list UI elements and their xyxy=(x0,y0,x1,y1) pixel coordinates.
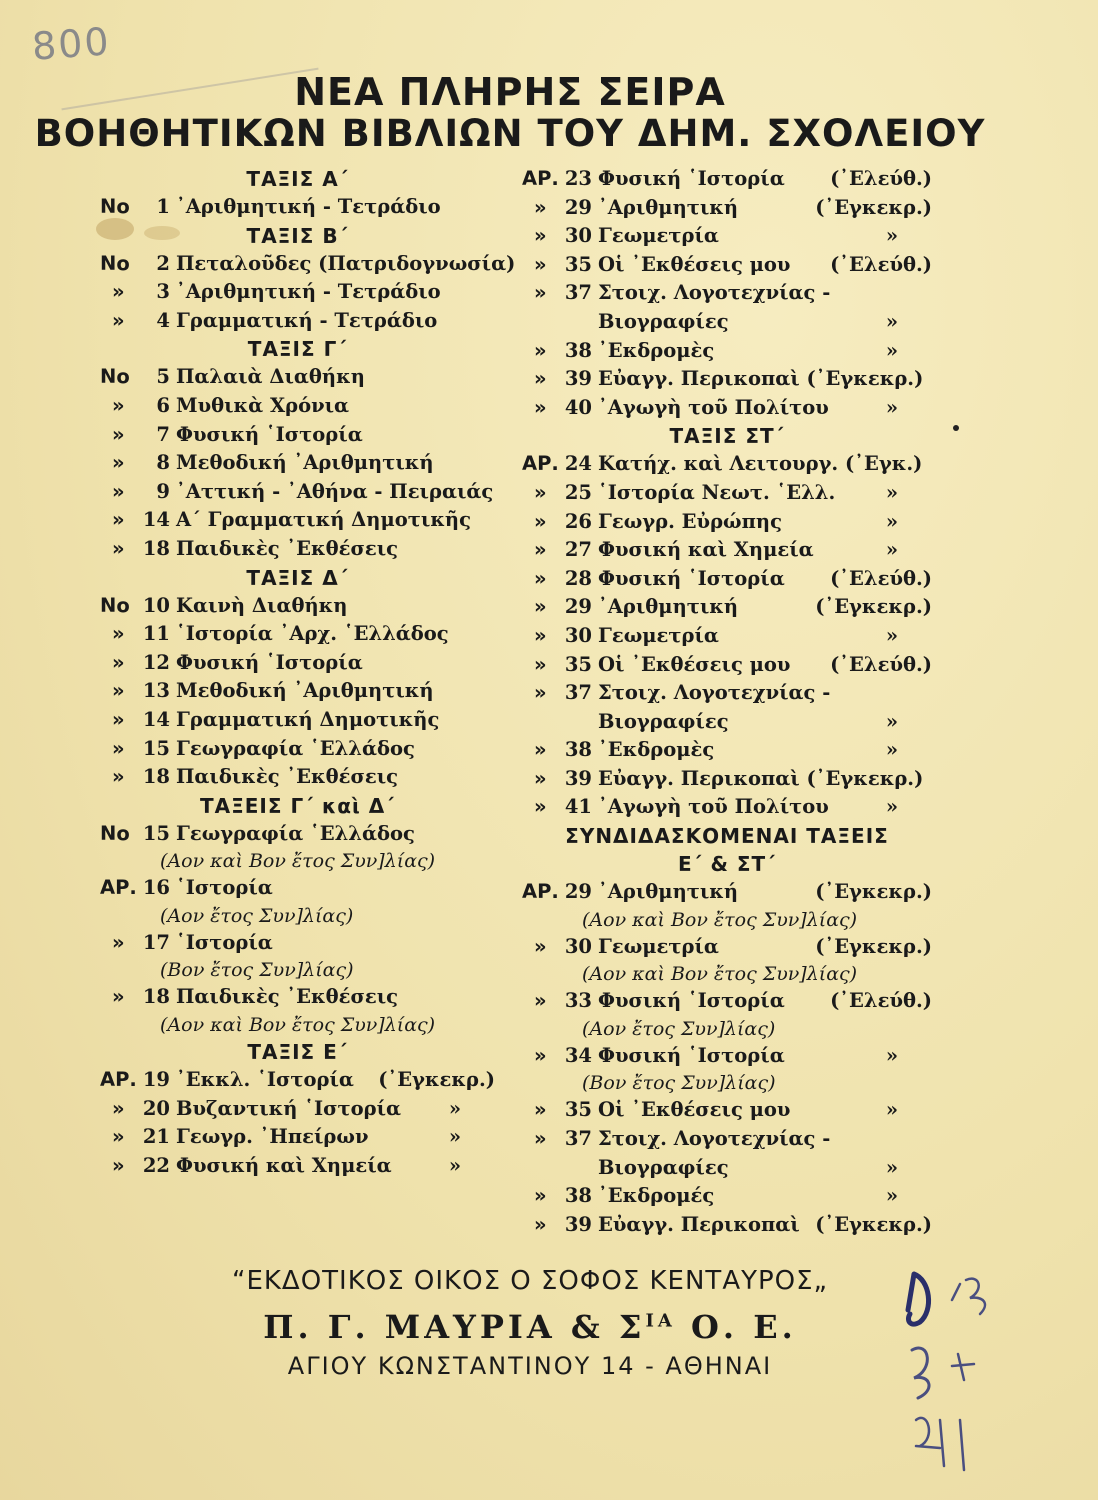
item-number: 10 xyxy=(142,593,170,617)
item-number: 5 xyxy=(156,365,170,389)
year-note xyxy=(100,903,495,929)
item-number: 29 xyxy=(564,595,592,619)
list-item xyxy=(100,392,495,421)
item-number: 14 xyxy=(142,707,170,731)
ink-dot xyxy=(953,425,959,431)
item-number: 23 xyxy=(564,167,592,190)
item-prefix: » xyxy=(534,224,547,248)
list-item xyxy=(100,193,495,222)
item-prefix: » xyxy=(534,623,547,647)
item-number: 38 xyxy=(564,1184,592,1208)
item-number: 14 xyxy=(142,508,170,532)
year-note xyxy=(100,957,495,983)
list-item xyxy=(100,535,495,564)
list-item xyxy=(100,592,495,621)
list-item xyxy=(100,706,495,735)
item-title: Α΄ Γραμματική Δημοτικῆς xyxy=(176,508,471,532)
item-title: Γραμματική Δημοτικῆς xyxy=(176,707,440,731)
item-number: 16 xyxy=(142,876,170,900)
item-title: Βιογραφίες xyxy=(598,709,729,733)
item-prefix: » xyxy=(534,252,547,276)
item-prefix: » xyxy=(112,736,125,760)
item-title: Οἱ ᾿Εκθέσεις μου xyxy=(598,1098,791,1122)
list-item xyxy=(100,278,495,307)
item-title: Γεωμετρία xyxy=(598,623,719,647)
list-item-continuation xyxy=(522,308,932,337)
item-title: Οἱ ᾿Εκθέσεις μου xyxy=(598,252,791,276)
page-title-line2: ΒΟΗΘΗΤΙΚΩΝ ΒΙΒΛΙΩΝ ΤΟΥ ΔΗΜ. ΣΧΟΛΕΙΟΥ xyxy=(34,112,986,155)
item-title: Παιδικὲς ᾿Εκθέσεις xyxy=(176,765,399,789)
item-prefix: » xyxy=(534,1127,547,1151)
list-item xyxy=(522,1125,932,1154)
item-prefix: » xyxy=(534,395,547,419)
item-prefix: » xyxy=(534,1043,547,1067)
publisher-name: “ΕΚΔΟΤΙΚΟΣ ΟΙΚΟΣ Ο ΣΟΦΟΣ ΚΕΝΤΑΥΡΟΣ„ xyxy=(231,1266,829,1296)
item-prefix: » xyxy=(112,1153,125,1177)
item-title: Μυθικὰ Χρόνια xyxy=(176,393,350,417)
item-title: ᾿Αγωγὴ τοῦ Πολίτου xyxy=(598,795,829,819)
approval-note: (᾿Ελεύθ.) xyxy=(830,167,932,190)
item-title: Γραμματική - Τετράδιο xyxy=(176,308,438,332)
ditto-mark: » xyxy=(885,738,898,762)
list-item xyxy=(522,337,932,366)
list-item xyxy=(100,735,495,764)
year-note xyxy=(522,907,932,933)
item-title: Γεωγραφία ῾Ελλάδος xyxy=(176,736,415,760)
approval-note: (᾿Ελεύθ.) xyxy=(830,566,932,590)
item-title: Κατήχ. καὶ Λειτουργ. (᾿Εγκ.) xyxy=(598,452,923,476)
firm-name-sup: ΙΑ xyxy=(645,1310,676,1332)
list-item xyxy=(522,1182,932,1211)
list-item xyxy=(522,679,932,708)
item-prefix: » xyxy=(534,681,547,705)
handwritten-stroke xyxy=(960,1420,964,1470)
list-item xyxy=(522,450,932,479)
item-number: 6 xyxy=(156,393,170,417)
item-prefix: » xyxy=(112,393,125,417)
section-header: ΤΑΞΙΣ Β΄ xyxy=(246,223,349,248)
list-item-continuation xyxy=(522,708,932,737)
item-prefix: Νο xyxy=(100,593,130,617)
list-item xyxy=(100,449,495,478)
ditto-mark: » xyxy=(885,1098,898,1122)
item-prefix: » xyxy=(534,1212,547,1236)
approval-note: (᾿Ελεύθ.) xyxy=(830,989,932,1013)
item-number: 8 xyxy=(156,451,170,475)
list-item xyxy=(100,620,495,649)
item-title: Βιογραφίες xyxy=(598,309,729,333)
handwritten-stroke xyxy=(908,1274,929,1324)
item-prefix: » xyxy=(112,650,125,674)
section-header: ΤΑΞΙΣ Γ΄ xyxy=(247,337,348,362)
item-number: 15 xyxy=(142,821,170,845)
section-header: ΤΑΞΙΣ Ε΄ xyxy=(247,1040,348,1065)
item-prefix: » xyxy=(112,479,125,503)
list-item xyxy=(100,506,495,535)
item-title: ᾿Αριθμητική - Τετράδιο xyxy=(176,195,441,218)
list-item xyxy=(100,677,495,706)
firm-name-text: Π. Γ. ΜΑΥΡΙΑ & Σ xyxy=(263,1308,646,1346)
item-number: 39 xyxy=(564,367,592,391)
item-prefix: Νο xyxy=(100,195,130,218)
item-title: ᾿Εκδρομές xyxy=(598,1184,715,1208)
item-prefix: » xyxy=(112,1125,125,1149)
item-prefix: » xyxy=(534,1184,547,1208)
list-item xyxy=(522,508,932,537)
list-item xyxy=(100,820,495,849)
item-title: Φυσική ῾Ιστορία xyxy=(598,566,785,590)
approval-note: (᾿Ελεύθ.) xyxy=(830,652,932,676)
list-item xyxy=(522,765,932,794)
item-prefix: ΑΡ. xyxy=(100,1068,137,1092)
ditto-mark: » xyxy=(885,309,898,333)
ditto-mark: » xyxy=(885,395,898,419)
item-number: 38 xyxy=(564,338,592,362)
item-title: ῾Ιστορία Νεωτ. ῾Ελλ. xyxy=(598,480,836,504)
item-title: Φυσική ῾Ιστορία xyxy=(598,989,785,1013)
item-number: 19 xyxy=(142,1068,170,1092)
item-prefix: » xyxy=(112,622,125,646)
item-prefix: » xyxy=(534,766,547,790)
list-item xyxy=(100,1095,495,1124)
item-number: 22 xyxy=(142,1153,170,1177)
list-item xyxy=(522,479,932,508)
list-item xyxy=(522,194,932,223)
item-title: Γεωμετρία xyxy=(598,934,719,958)
ditto-mark: » xyxy=(885,224,898,248)
item-number: 38 xyxy=(564,738,592,762)
item-prefix: ΑΡ. xyxy=(100,876,137,900)
item-number: 37 xyxy=(564,281,592,305)
item-number: 30 xyxy=(564,623,592,647)
ditto-mark: » xyxy=(885,1155,898,1179)
item-number: 40 xyxy=(564,395,592,419)
ditto-mark: » xyxy=(885,795,898,819)
item-number: 3 xyxy=(156,280,170,304)
list-item xyxy=(522,565,932,594)
item-title: Στοιχ. Λογοτεχνίας - xyxy=(598,281,831,305)
item-title: ᾿Αριθμητική xyxy=(598,195,739,219)
item-number: 39 xyxy=(564,1212,592,1236)
item-prefix: » xyxy=(112,451,125,475)
item-number: 18 xyxy=(142,985,170,1009)
item-prefix: ΑΡ. xyxy=(522,167,559,190)
ditto-mark: » xyxy=(885,1184,898,1208)
item-prefix: » xyxy=(534,795,547,819)
item-number: 30 xyxy=(564,224,592,248)
item-title: Γεωγρ. Εὐρώπης xyxy=(598,509,782,533)
item-prefix: » xyxy=(112,930,125,954)
year-note-text: (Βον ἔτος Συν]λίας) xyxy=(160,959,354,982)
section-header: Ε΄ & ΣΤ΄ xyxy=(678,852,776,877)
item-number: 18 xyxy=(142,765,170,789)
list-item xyxy=(522,394,932,423)
item-title: Βυζαντική ῾Ιστορία xyxy=(176,1096,402,1120)
section-header: ΤΑΞΕΙΣ Γ΄ καὶ Δ΄ xyxy=(199,793,396,818)
handwritten-stroke xyxy=(912,1348,929,1398)
list-item xyxy=(522,622,932,651)
item-title: Μεθοδική ᾿Αριθμητική xyxy=(176,679,434,703)
ditto-mark: » xyxy=(885,1043,898,1067)
list-item xyxy=(522,736,932,765)
year-note xyxy=(522,961,932,987)
item-prefix: » xyxy=(112,308,125,332)
item-prefix: » xyxy=(112,422,125,446)
list-item xyxy=(100,1123,495,1152)
list-item xyxy=(522,1096,932,1125)
handwritten-stroke xyxy=(916,1418,944,1466)
item-title: ᾿Αριθμητική xyxy=(598,595,739,619)
list-item xyxy=(100,363,495,392)
approval-note: (᾿Εγκεκρ.) xyxy=(815,595,932,619)
approval-note: (᾿Ελεύθ.) xyxy=(830,252,932,276)
approval-note: (᾿Εγκεκρ.) xyxy=(378,1068,495,1092)
item-title: Φυσική καὶ Χημεία xyxy=(176,1153,392,1177)
ditto-mark: » xyxy=(885,538,898,562)
ditto-mark: » xyxy=(885,623,898,647)
item-number: 39 xyxy=(564,766,592,790)
item-prefix: » xyxy=(534,1098,547,1122)
item-number: 12 xyxy=(142,650,170,674)
approval-note: (᾿Εγκεκρ.) xyxy=(815,195,932,219)
item-title: ᾿Αριθμητική - Τετράδιο xyxy=(176,280,441,304)
list-item xyxy=(100,929,495,958)
year-note xyxy=(522,1016,932,1042)
list-item xyxy=(100,983,495,1012)
item-number: 37 xyxy=(564,681,592,705)
item-prefix: » xyxy=(534,281,547,305)
item-number: 29 xyxy=(564,880,592,904)
item-title: ῾Ιστορία ᾿Αρχ. ῾Ελλάδος xyxy=(176,622,449,646)
section-header: ΤΑΞΙΣ ΣΤ΄ xyxy=(669,424,785,449)
list-item xyxy=(100,1152,495,1181)
item-title: Φυσική ῾Ιστορία xyxy=(176,422,363,446)
item-number: 26 xyxy=(564,509,592,533)
item-title: Οἱ ᾿Εκθέσεις μου xyxy=(598,652,791,676)
handwritten-marks xyxy=(900,1270,1020,1490)
ditto-mark: » xyxy=(448,1153,461,1177)
item-number: 37 xyxy=(564,1127,592,1151)
ditto-mark: » xyxy=(448,1096,461,1120)
list-item xyxy=(100,307,495,336)
list-item xyxy=(522,1211,932,1240)
year-note-text: (Αον ἔτος Συν]λίας) xyxy=(160,904,354,927)
item-title: Καινὴ Διαθήκη xyxy=(176,593,348,617)
list-item xyxy=(522,279,932,308)
list-item xyxy=(100,250,516,279)
item-number: 9 xyxy=(156,479,170,503)
item-title: Στοιχ. Λογοτεχνίας - xyxy=(598,1127,831,1151)
item-title: Παιδικὲς ᾿Εκθέσεις xyxy=(176,985,399,1009)
list-item xyxy=(100,763,495,792)
item-title: Βιογραφίες xyxy=(598,1155,729,1179)
item-prefix: » xyxy=(112,679,125,703)
list-item xyxy=(522,593,932,622)
item-number: 21 xyxy=(142,1125,170,1149)
item-title: Φυσική ῾Ιστορία xyxy=(176,650,363,674)
item-number: 11 xyxy=(142,622,170,646)
item-number: 24 xyxy=(564,452,592,476)
list-item xyxy=(100,478,495,507)
ditto-mark: » xyxy=(448,1125,461,1149)
item-title: Εὐαγγ. Περικοπαὶ xyxy=(598,1212,800,1236)
item-prefix: » xyxy=(534,989,547,1013)
item-prefix: » xyxy=(112,765,125,789)
approval-note: (᾿Εγκεκρ.) xyxy=(815,934,932,958)
list-item xyxy=(522,222,932,251)
item-prefix: » xyxy=(534,934,547,958)
item-number: 34 xyxy=(564,1043,592,1067)
ditto-mark: » xyxy=(885,480,898,504)
item-number: 30 xyxy=(564,934,592,958)
item-title: Φυσική ῾Ιστορία xyxy=(598,167,785,190)
item-title: Παιδικὲς ᾿Εκθέσεις xyxy=(176,536,399,560)
item-number: 35 xyxy=(564,252,592,276)
list-item xyxy=(522,165,932,194)
item-number: 1 xyxy=(156,195,170,218)
page-title-line1: ΝΕΑ ΠΛΗΡΗΣ ΣΕΙΡΑ xyxy=(294,70,726,114)
item-prefix: Νο xyxy=(100,365,130,389)
list-item xyxy=(522,536,932,565)
item-number: 27 xyxy=(564,538,592,562)
ditto-mark: » xyxy=(885,709,898,733)
item-title: ᾿Εκκλ. ῾Ιστορία xyxy=(176,1068,354,1092)
item-title: ᾿Εκδρομὲς xyxy=(598,738,715,762)
item-prefix: » xyxy=(534,538,547,562)
list-item xyxy=(100,874,495,903)
section-header: ΤΑΞΙΣ Δ΄ xyxy=(246,565,349,590)
firm-name-end: Ο. Ε. xyxy=(675,1308,797,1346)
year-note-text: (Αον καὶ Βον ἔτος Συν]λίας) xyxy=(160,1014,436,1037)
item-title: ᾿Αττική - ᾿Αθήνα - Πειραιάς xyxy=(176,479,494,503)
approval-note: (᾿Εγκεκρ.) xyxy=(815,880,932,904)
list-item xyxy=(522,251,932,280)
list-item xyxy=(522,365,932,394)
item-number: 20 xyxy=(142,1096,170,1120)
item-number: 4 xyxy=(156,308,170,332)
list-item xyxy=(100,421,495,450)
item-prefix: » xyxy=(534,566,547,590)
item-prefix: » xyxy=(112,1096,125,1120)
list-item xyxy=(522,987,932,1016)
item-prefix: » xyxy=(112,280,125,304)
item-number: 13 xyxy=(142,679,170,703)
item-title: ῾Ιστορία xyxy=(176,930,273,954)
year-note-text: (Αον καὶ Βον ἔτος Συν]λίας) xyxy=(582,908,858,931)
item-title: Εὐαγγ. Περικοπαὶ (᾿Εγκεκρ.) xyxy=(598,766,924,790)
item-prefix: Νο xyxy=(100,251,130,275)
list-item xyxy=(522,878,932,907)
item-number: 29 xyxy=(564,195,592,219)
item-prefix: » xyxy=(534,595,547,619)
list-item xyxy=(100,1066,495,1095)
item-title: Φυσική καὶ Χημεία xyxy=(598,538,814,562)
item-number: 7 xyxy=(156,422,170,446)
item-prefix: » xyxy=(112,508,125,532)
item-title: Στοιχ. Λογοτεχνίας - xyxy=(598,681,831,705)
item-title: Γεωμετρία xyxy=(598,224,719,248)
list-item xyxy=(100,649,495,678)
item-prefix: » xyxy=(112,536,125,560)
handwritten-number: 800 xyxy=(30,19,112,69)
year-note xyxy=(522,1070,932,1096)
item-number: 35 xyxy=(564,652,592,676)
year-note-text: (Αον ἔτος Συν]λίας) xyxy=(582,1017,776,1040)
item-prefix: » xyxy=(534,480,547,504)
item-prefix: » xyxy=(534,652,547,676)
list-item xyxy=(522,793,932,822)
item-prefix: » xyxy=(534,195,547,219)
item-title: Πεταλοῦδες (Πατριδογνωσία) xyxy=(176,251,516,275)
list-item-continuation xyxy=(522,1154,932,1183)
item-title: Εὐαγγ. Περικοπαὶ (᾿Εγκεκρ.) xyxy=(598,367,924,391)
item-prefix: » xyxy=(534,509,547,533)
item-number: 25 xyxy=(564,480,592,504)
item-number: 17 xyxy=(142,930,170,954)
item-number: 41 xyxy=(564,795,592,819)
item-title: Παλαιὰ Διαθήκη xyxy=(176,365,365,389)
list-item xyxy=(522,1042,932,1071)
year-note-text: (Αον καὶ Βον ἔτος Συν]λίας) xyxy=(160,850,436,873)
handwritten-stroke xyxy=(952,1354,974,1380)
item-prefix: » xyxy=(534,738,547,762)
ditto-mark: » xyxy=(885,338,898,362)
item-prefix: Νο xyxy=(100,821,130,845)
year-note xyxy=(100,1012,495,1038)
year-note-text: (Βον ἔτος Συν]λίας) xyxy=(582,1072,776,1095)
item-number: 35 xyxy=(564,1098,592,1122)
item-number: 18 xyxy=(142,536,170,560)
item-title: ᾿Αριθμητική xyxy=(598,880,739,904)
item-prefix: » xyxy=(112,985,125,1009)
year-note-text: (Αον καὶ Βον ἔτος Συν]λίας) xyxy=(582,963,858,986)
item-prefix: ΑΡ. xyxy=(522,880,559,904)
publisher-address: ΑΓΙΟΥ ΚΩΝΣΤΑΝΤΙΝΟΥ 14 - ΑΘΗΝΑΙ xyxy=(287,1352,773,1380)
item-prefix: » xyxy=(534,338,547,362)
item-number: 15 xyxy=(142,736,170,760)
item-title: Γεωγραφία ῾Ελλάδος xyxy=(176,821,415,845)
handwritten-stroke xyxy=(952,1279,985,1314)
right-column xyxy=(522,165,932,1239)
item-title: Γεωγρ. ᾿Ηπείρων xyxy=(176,1125,369,1149)
item-title: ᾿Αγωγὴ τοῦ Πολίτου xyxy=(598,395,829,419)
item-title: ῾Ιστορία xyxy=(176,876,273,900)
left-column xyxy=(100,165,516,1180)
section-header: ΤΑΞΙΣ Α΄ xyxy=(246,167,349,191)
list-item xyxy=(522,651,932,680)
item-title: ᾿Εκδρομὲς xyxy=(598,338,715,362)
item-number: 33 xyxy=(564,989,592,1013)
section-header: ΣΥΝΔΙΔΑΣΚΟΜΕΝΑΙ ΤΑΞΕΙΣ xyxy=(565,824,889,849)
item-prefix: » xyxy=(112,707,125,731)
approval-note: (᾿Εγκεκρ.) xyxy=(815,1212,932,1236)
item-title: Φυσική ῾Ιστορία xyxy=(598,1043,785,1067)
item-prefix: » xyxy=(534,367,547,391)
item-title: Μεθοδική ᾿Αριθμητική xyxy=(176,451,434,475)
item-prefix: ΑΡ. xyxy=(522,452,559,476)
ditto-mark: » xyxy=(885,509,898,533)
list-item xyxy=(522,933,932,962)
year-note xyxy=(100,848,495,874)
item-number: 28 xyxy=(564,566,592,590)
item-number: 2 xyxy=(156,251,170,275)
